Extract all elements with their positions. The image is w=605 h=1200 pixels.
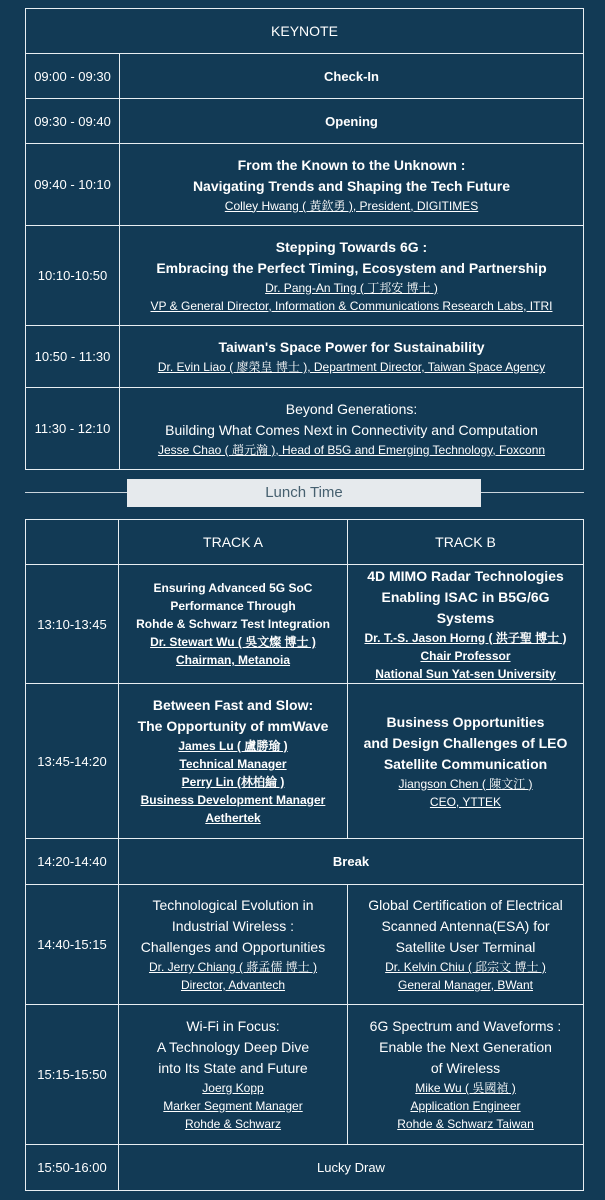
session-title: Enable the Next Generation <box>379 1039 552 1055</box>
speaker-link[interactable]: James Lu ( 盧勝瑜 ) <box>178 739 288 753</box>
track-a-header: TRACK A <box>119 520 348 565</box>
track-b-cell <box>348 565 584 684</box>
agenda-row <box>26 885 584 1005</box>
session-title: Check-In <box>120 54 584 99</box>
speaker-link[interactable]: Dr. T.-S. Jason Horng ( 洪子聖 博士 ) <box>364 630 567 645</box>
session-time: 10:10-10:50 <box>26 226 120 326</box>
speaker-link[interactable]: Application Engineer <box>410 1099 521 1113</box>
session-title: Global Certification of Electrical <box>368 897 563 913</box>
session-time: 13:45-14:20 <box>26 684 119 839</box>
session-title: Satellite User Terminal <box>395 939 536 955</box>
speaker-link[interactable]: Colley Hwang ( 黃欽勇 ), President, DIGITIMES <box>224 198 479 213</box>
session-title: Building What Comes Next in Connectivity and Computation <box>165 421 538 438</box>
session-title: A Technology Deep Dive <box>156 1039 310 1055</box>
speaker-link[interactable]: Dr. Pang-An Ting ( 丁邦安 博士 ) <box>265 280 438 295</box>
speaker-link[interactable]: Aethertek <box>205 811 261 825</box>
speaker-link[interactable]: Jesse Chao ( 趙元瀚 ), Head of B5G and Emerging Technology, Foxconn <box>157 442 546 457</box>
session-title: Technological Evolution in <box>152 897 314 913</box>
session-title: Challenges and Opportunities <box>140 939 326 955</box>
track-b-cell <box>348 684 584 839</box>
session-title: and Design Challenges of LEO <box>363 734 568 751</box>
speaker-link[interactable]: Chair Professor <box>420 648 511 663</box>
session-title: Stepping Towards 6G : <box>275 238 428 255</box>
track-a-cell <box>119 565 348 684</box>
session-time: 10:50 - 11:30 <box>26 326 120 388</box>
speaker-link[interactable]: Chairman, Metanoia <box>175 653 291 667</box>
track-b-cell <box>348 885 584 1005</box>
keynote-table <box>25 8 584 470</box>
session-title: 4D MIMO Radar Technologies <box>367 567 564 584</box>
speaker-link[interactable]: Joerg Kopp <box>202 1081 264 1095</box>
speaker-link[interactable]: Business Development Manager <box>140 793 326 807</box>
session-title: Opening <box>120 99 584 144</box>
session-title: Navigating Trends and Shaping the Tech Future <box>192 177 511 194</box>
session-title: Satellite Communication <box>383 755 548 772</box>
divider-line <box>25 492 127 493</box>
agenda-row <box>26 54 584 99</box>
session-title: Between Fast and Slow: <box>152 697 314 713</box>
session-cell <box>120 326 584 388</box>
speaker-link[interactable]: Dr. Kelvin Chiu ( 邱宗文 博士 ) <box>385 960 546 974</box>
session-time: 09:40 - 10:10 <box>26 144 120 226</box>
session-title: Performance Through <box>170 599 296 613</box>
agenda-row <box>26 1145 584 1191</box>
agenda-row <box>26 388 584 470</box>
speaker-link[interactable]: Perry Lin (林柏綸 ) <box>181 775 285 789</box>
speaker-link[interactable]: General Manager, BWant <box>398 978 533 992</box>
session-title: Wi-Fi in Focus: <box>186 1018 280 1034</box>
speaker-link[interactable]: Rohde & Schwarz Taiwan <box>397 1117 534 1131</box>
session-cell <box>120 226 584 326</box>
session-time: 09:30 - 09:40 <box>26 99 120 144</box>
session-title: Beyond Generations: <box>285 400 418 417</box>
tracks-table <box>25 519 584 1191</box>
session-cell <box>120 144 584 226</box>
speaker-link[interactable]: CEO, YTTEK <box>429 794 502 809</box>
speaker-link[interactable]: Dr. Evin Liao ( 廖榮皇 博士 ), Department Director, Taiwan Space Agency <box>157 360 546 374</box>
session-title: Business Opportunities <box>386 713 545 730</box>
divider-line <box>481 492 584 493</box>
track-a-cell <box>119 1005 348 1145</box>
speaker-link[interactable]: VP & General Director, Information & Communications Research Labs, ITRI <box>150 298 553 313</box>
empty-header-cell <box>26 520 119 565</box>
speaker-link[interactable]: Technical Manager <box>179 757 287 771</box>
agenda-row <box>26 565 584 684</box>
session-time: 13:10-13:45 <box>26 565 119 684</box>
session-cell <box>120 388 584 470</box>
agenda-row <box>26 99 584 144</box>
speaker-link[interactable]: Dr. Jerry Chiang ( 蔣孟儒 博士 ) <box>148 960 318 974</box>
session-time: 15:15-15:50 <box>26 1005 119 1145</box>
session-title: Taiwan's Space Power for Sustainability <box>218 339 485 355</box>
speaker-link[interactable]: Mike Wu ( 吳國禎 ) <box>415 1081 516 1095</box>
agenda-row <box>26 326 584 388</box>
session-title: 6G Spectrum and Waveforms : <box>369 1018 562 1034</box>
break-label: Break <box>119 839 584 885</box>
track-b-header: TRACK B <box>348 520 584 565</box>
session-title: Industrial Wireless : <box>171 918 295 934</box>
keynote-header: KEYNOTE <box>26 9 584 54</box>
session-title: Embracing the Perfect Timing, Ecosystem and Partnership <box>156 259 547 276</box>
speaker-link[interactable]: Director, Advantech <box>180 978 286 992</box>
speaker-link[interactable]: Rohde & Schwarz <box>184 1117 282 1131</box>
session-title: Enabling ISAC in B5G/6G Systems <box>381 588 550 626</box>
session-time: 14:20-14:40 <box>26 839 119 885</box>
session-title: of Wireless <box>430 1060 501 1076</box>
track-a-cell <box>119 885 348 1005</box>
track-b-cell <box>348 1005 584 1145</box>
agenda-row <box>26 1005 584 1145</box>
agenda-row <box>26 839 584 885</box>
session-time: 15:50-16:00 <box>26 1145 119 1191</box>
agenda-row <box>26 684 584 839</box>
agenda-row <box>26 144 584 226</box>
session-title: Ensuring Advanced 5G SoC <box>153 581 313 595</box>
session-title: into Its State and Future <box>158 1060 308 1076</box>
session-time: 14:40-15:15 <box>26 885 119 1005</box>
session-title: Rohde & Schwarz Test Integration <box>136 617 330 631</box>
speaker-link[interactable]: National Sun Yat-sen University <box>375 666 556 681</box>
session-time: 09:00 - 09:30 <box>26 54 120 99</box>
track-a-cell <box>119 684 348 839</box>
session-title: Scanned Antenna(ESA) for <box>381 918 550 934</box>
speaker-link[interactable]: Jiangson Chen ( 陳文江 ) <box>398 776 533 791</box>
lunch-banner: Lunch Time <box>127 479 481 507</box>
lucky-draw-label: Lucky Draw <box>119 1145 584 1191</box>
speaker-link[interactable]: Marker Segment Manager <box>163 1099 303 1113</box>
session-time: 11:30 - 12:10 <box>26 388 120 470</box>
session-title: The Opportunity of mmWave <box>137 718 329 734</box>
speaker-link[interactable]: Dr. Stewart Wu ( 吳文燦 博士 ) <box>150 635 316 649</box>
session-title: From the Known to the Unknown : <box>237 156 466 173</box>
agenda-row <box>26 226 584 326</box>
